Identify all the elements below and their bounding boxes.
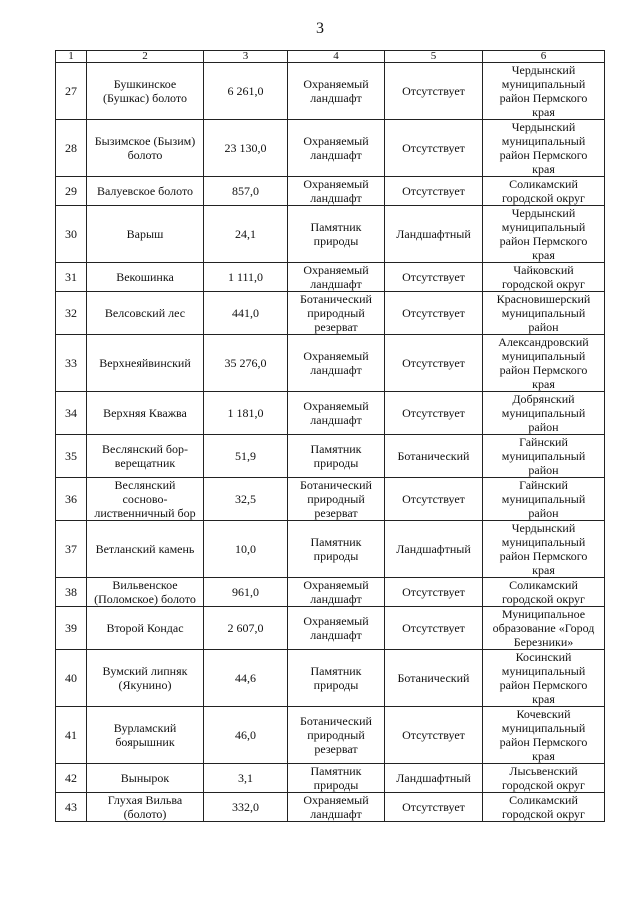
area-cell [204, 263, 288, 292]
name-cell-text: Верхнеяйвинский [99, 356, 191, 370]
name-cell [87, 650, 204, 707]
name-cell [87, 707, 204, 764]
name-cell [87, 263, 204, 292]
protected-areas-table [55, 50, 605, 822]
profile-cell-text: Отсутствует [402, 84, 465, 98]
category-cell [288, 263, 385, 292]
table-row [56, 578, 605, 607]
table-row [56, 435, 605, 478]
row-number-cell-text: 34 [65, 406, 77, 420]
location-cell-text: Чердынский муниципальный район Пермского края [499, 120, 588, 176]
area-cell [204, 764, 288, 793]
profile-cell [385, 650, 483, 707]
location-cell-text: Чайковский городской округ [502, 263, 585, 291]
location-cell [483, 206, 605, 263]
row-number-cell [56, 335, 87, 392]
row-number-cell [56, 764, 87, 793]
category-cell-text: Памятник природы [310, 535, 362, 563]
row-number-cell-text: 37 [65, 542, 77, 556]
profile-cell-text: Отсутствует [402, 406, 465, 420]
row-number-cell [56, 793, 87, 822]
row-number-cell [56, 206, 87, 263]
category-cell-text: Памятник природы [310, 764, 362, 792]
row-number-cell-text: 32 [65, 306, 77, 320]
row-number-cell-text: 35 [65, 449, 77, 463]
profile-cell [385, 63, 483, 120]
profile-cell [385, 521, 483, 578]
profile-cell-text: Отсутствует [402, 800, 465, 814]
category-cell [288, 793, 385, 822]
table-row [56, 206, 605, 263]
category-cell [288, 177, 385, 206]
name-cell-text: Бызимское (Бызим) болото [94, 134, 196, 162]
location-cell-text: Гайнский муниципальный район [501, 478, 586, 520]
row-number-cell [56, 650, 87, 707]
category-cell [288, 120, 385, 177]
table-row [56, 335, 605, 392]
name-cell-text: Веслянский сосново- лиственничный бор [94, 478, 196, 520]
category-cell-text: Охраняемый ландшафт [303, 263, 369, 291]
profile-cell-text: Отсутствует [402, 270, 465, 284]
category-cell-text: Охраняемый ландшафт [303, 578, 369, 606]
row-number-cell [56, 263, 87, 292]
category-cell-text: Охраняемый ландшафт [303, 399, 369, 427]
location-cell [483, 63, 605, 120]
location-cell-text: Чердынский муниципальный район Пермского края [499, 206, 588, 262]
location-cell [483, 650, 605, 707]
name-cell [87, 578, 204, 607]
profile-cell-text: Ботанический [397, 671, 470, 685]
row-number-cell [56, 292, 87, 335]
table-row [56, 478, 605, 521]
profile-cell [385, 478, 483, 521]
profile-cell-text: Отсутствует [402, 184, 465, 198]
row-number-cell [56, 63, 87, 120]
row-number-cell-text: 33 [65, 356, 77, 370]
area-cell-text: 24,1 [235, 227, 256, 241]
table-row [56, 263, 605, 292]
location-cell [483, 764, 605, 793]
table-row [56, 63, 605, 120]
area-cell [204, 793, 288, 822]
area-cell [204, 607, 288, 650]
profile-cell-text: Отсутствует [402, 141, 465, 155]
name-cell-text: Ветланский камень [95, 542, 195, 556]
profile-cell [385, 707, 483, 764]
profile-cell [385, 435, 483, 478]
location-cell-text: Александровский муниципальный район Пермского края [498, 335, 589, 391]
location-cell [483, 335, 605, 392]
profile-cell [385, 177, 483, 206]
profile-cell-text: Ландшафтный [396, 227, 471, 241]
row-number-cell [56, 177, 87, 206]
location-cell [483, 607, 605, 650]
name-cell-text: Векошинка [116, 270, 174, 284]
header-cell-category: 4 [288, 51, 385, 63]
name-cell [87, 521, 204, 578]
row-number-cell-text: 31 [65, 270, 77, 284]
name-cell-text: Вынырок [120, 771, 170, 785]
profile-cell-text: Ландшафтный [396, 771, 471, 785]
profile-cell-text: Отсутствует [402, 728, 465, 742]
row-number-cell-text: 28 [65, 141, 77, 155]
area-cell [204, 206, 288, 263]
category-cell [288, 478, 385, 521]
area-cell [204, 177, 288, 206]
name-cell [87, 607, 204, 650]
row-number-cell-text: 27 [65, 84, 77, 98]
location-cell-text: Чердынский муниципальный район Пермского края [499, 63, 588, 119]
category-cell [288, 764, 385, 793]
category-cell-text: Памятник природы [310, 664, 362, 692]
category-cell-text: Памятник природы [310, 220, 362, 248]
row-number-cell [56, 478, 87, 521]
name-cell-text: Вильвенское (Поломское) болото [94, 578, 196, 606]
profile-cell [385, 793, 483, 822]
location-cell-text: Соликамский городской округ [502, 177, 585, 205]
table-row [56, 793, 605, 822]
name-cell [87, 206, 204, 263]
header-cell-number: 1 [56, 51, 87, 63]
location-cell [483, 435, 605, 478]
category-cell [288, 650, 385, 707]
area-cell-text: 23 130,0 [224, 141, 267, 155]
category-cell [288, 206, 385, 263]
row-number-cell-text: 39 [65, 621, 77, 635]
area-cell-text: 10,0 [235, 542, 256, 556]
profile-cell [385, 578, 483, 607]
name-cell [87, 435, 204, 478]
category-cell [288, 392, 385, 435]
area-cell [204, 578, 288, 607]
area-cell-text: 961,0 [232, 585, 259, 599]
category-cell [288, 335, 385, 392]
table-row [56, 607, 605, 650]
table-row [56, 650, 605, 707]
name-cell [87, 478, 204, 521]
profile-cell [385, 392, 483, 435]
category-cell [288, 292, 385, 335]
profile-cell [385, 120, 483, 177]
area-cell [204, 650, 288, 707]
name-cell-text: Глухая Вильва (болото) [107, 793, 183, 821]
category-cell [288, 607, 385, 650]
row-number-cell [56, 435, 87, 478]
profile-cell-text: Отсутствует [402, 585, 465, 599]
header-cell-profile: 5 [385, 51, 483, 63]
location-cell [483, 707, 605, 764]
area-cell-text: 6 261,0 [227, 84, 264, 98]
location-cell [483, 263, 605, 292]
location-cell [483, 478, 605, 521]
profile-cell [385, 764, 483, 793]
row-number-cell-text: 42 [65, 771, 77, 785]
header-cell-area: 3 [204, 51, 288, 63]
area-cell [204, 435, 288, 478]
location-cell-text: Кочевский муниципальный район Пермского края [499, 707, 588, 763]
category-cell-text: Памятник природы [310, 442, 362, 470]
area-cell-text: 51,9 [235, 449, 256, 463]
area-cell-text: 441,0 [232, 306, 259, 320]
profile-cell-text: Ландшафтный [396, 542, 471, 556]
profile-cell [385, 607, 483, 650]
category-cell [288, 435, 385, 478]
location-cell [483, 120, 605, 177]
row-number-cell [56, 607, 87, 650]
profile-cell [385, 335, 483, 392]
table-row [56, 521, 605, 578]
row-number-cell-text: 40 [65, 671, 77, 685]
row-number-cell-text: 36 [65, 492, 77, 506]
area-cell-text: 32,5 [235, 492, 256, 506]
location-cell-text: Соликамский городской округ [502, 578, 585, 606]
area-cell [204, 120, 288, 177]
name-cell [87, 177, 204, 206]
category-cell-text: Охраняемый ландшафт [303, 349, 369, 377]
name-cell-text: Велсовский лес [104, 306, 186, 320]
table-row [56, 177, 605, 206]
row-number-cell [56, 521, 87, 578]
name-cell [87, 63, 204, 120]
location-cell [483, 521, 605, 578]
header-cell-location: 6 [483, 51, 605, 63]
row-number-cell-text: 29 [65, 184, 77, 198]
page-number: 3 [316, 20, 324, 37]
table-row [56, 120, 605, 177]
location-cell-text: Добрянский муниципальный район [501, 392, 586, 434]
row-number-cell [56, 392, 87, 435]
category-cell-text: Охраняемый ландшафт [303, 793, 369, 821]
name-cell-text: Веслянский бор- верещатник [102, 442, 188, 470]
area-cell [204, 478, 288, 521]
name-cell-text: Вурламский боярышник [113, 721, 177, 749]
row-number-cell [56, 578, 87, 607]
profile-cell [385, 292, 483, 335]
name-cell [87, 793, 204, 822]
area-cell [204, 292, 288, 335]
row-number-cell-text: 43 [65, 800, 77, 814]
category-cell-text: Ботанический природный резерват [300, 714, 372, 756]
area-cell [204, 335, 288, 392]
area-cell-text: 1 111,0 [227, 270, 264, 284]
row-number-cell [56, 707, 87, 764]
area-cell-text: 2 607,0 [227, 621, 264, 635]
name-cell-text: Варыш [126, 227, 164, 241]
category-cell [288, 578, 385, 607]
name-cell-text: Бушкинское (Бушкас) болото [103, 77, 187, 105]
location-cell [483, 392, 605, 435]
area-cell-text: 35 276,0 [224, 356, 267, 370]
profile-cell-text: Отсутствует [402, 492, 465, 506]
area-cell-text: 44,6 [235, 671, 256, 685]
name-cell [87, 764, 204, 793]
area-cell [204, 63, 288, 120]
row-number-cell-text: 30 [65, 227, 77, 241]
area-cell [204, 707, 288, 764]
profile-cell-text: Ботанический [397, 449, 470, 463]
area-cell [204, 521, 288, 578]
location-cell [483, 578, 605, 607]
table-row [56, 392, 605, 435]
name-cell [87, 335, 204, 392]
profile-cell [385, 263, 483, 292]
category-cell-text: Охраняемый ландшафт [303, 134, 369, 162]
location-cell-text: Соликамский городской округ [502, 793, 585, 821]
name-cell [87, 292, 204, 335]
area-cell-text: 857,0 [232, 184, 259, 198]
profile-cell [385, 206, 483, 263]
header-cell-name: 2 [87, 51, 204, 63]
row-number-cell-text: 38 [65, 585, 77, 599]
location-cell [483, 177, 605, 206]
location-cell-text: Чердынский муниципальный район Пермского края [499, 521, 588, 577]
area-cell [204, 392, 288, 435]
table-row [56, 707, 605, 764]
table-row [56, 764, 605, 793]
table-row [56, 292, 605, 335]
area-cell-text: 46,0 [235, 728, 256, 742]
profile-cell-text: Отсутствует [402, 306, 465, 320]
row-number-cell-text: 41 [65, 728, 77, 742]
category-cell [288, 707, 385, 764]
area-cell-text: 3,1 [238, 771, 253, 785]
area-cell-text: 332,0 [232, 800, 259, 814]
category-cell [288, 521, 385, 578]
area-cell-text: 1 181,0 [227, 406, 264, 420]
name-cell-text: Валуевское болото [96, 184, 194, 198]
category-cell-text: Охраняемый ландшафт [303, 77, 369, 105]
category-cell-text: Охраняемый ландшафт [303, 614, 369, 642]
location-cell-text: Гайнский муниципальный район [501, 435, 586, 477]
location-cell [483, 793, 605, 822]
table-header-row [56, 51, 605, 63]
name-cell-text: Второй Кондас [106, 621, 184, 635]
name-cell [87, 120, 204, 177]
location-cell-text: Муниципальное образование «Город Березники» [492, 607, 595, 649]
category-cell-text: Ботанический природный резерват [300, 292, 372, 334]
name-cell-text: Вумский липняк (Якунино) [102, 664, 188, 692]
category-cell [288, 63, 385, 120]
name-cell-text: Верхняя Кважва [103, 406, 187, 420]
category-cell-text: Ботанический природный резерват [300, 478, 372, 520]
profile-cell-text: Отсутствует [402, 621, 465, 635]
location-cell [483, 292, 605, 335]
name-cell [87, 392, 204, 435]
category-cell-text: Охраняемый ландшафт [303, 177, 369, 205]
row-number-cell [56, 120, 87, 177]
profile-cell-text: Отсутствует [402, 356, 465, 370]
location-cell-text: Косинский муниципальный район Пермского края [499, 650, 588, 706]
location-cell-text: Красновишерский муниципальный район [496, 292, 591, 334]
location-cell-text: Лысьвенский городской округ [502, 764, 585, 792]
